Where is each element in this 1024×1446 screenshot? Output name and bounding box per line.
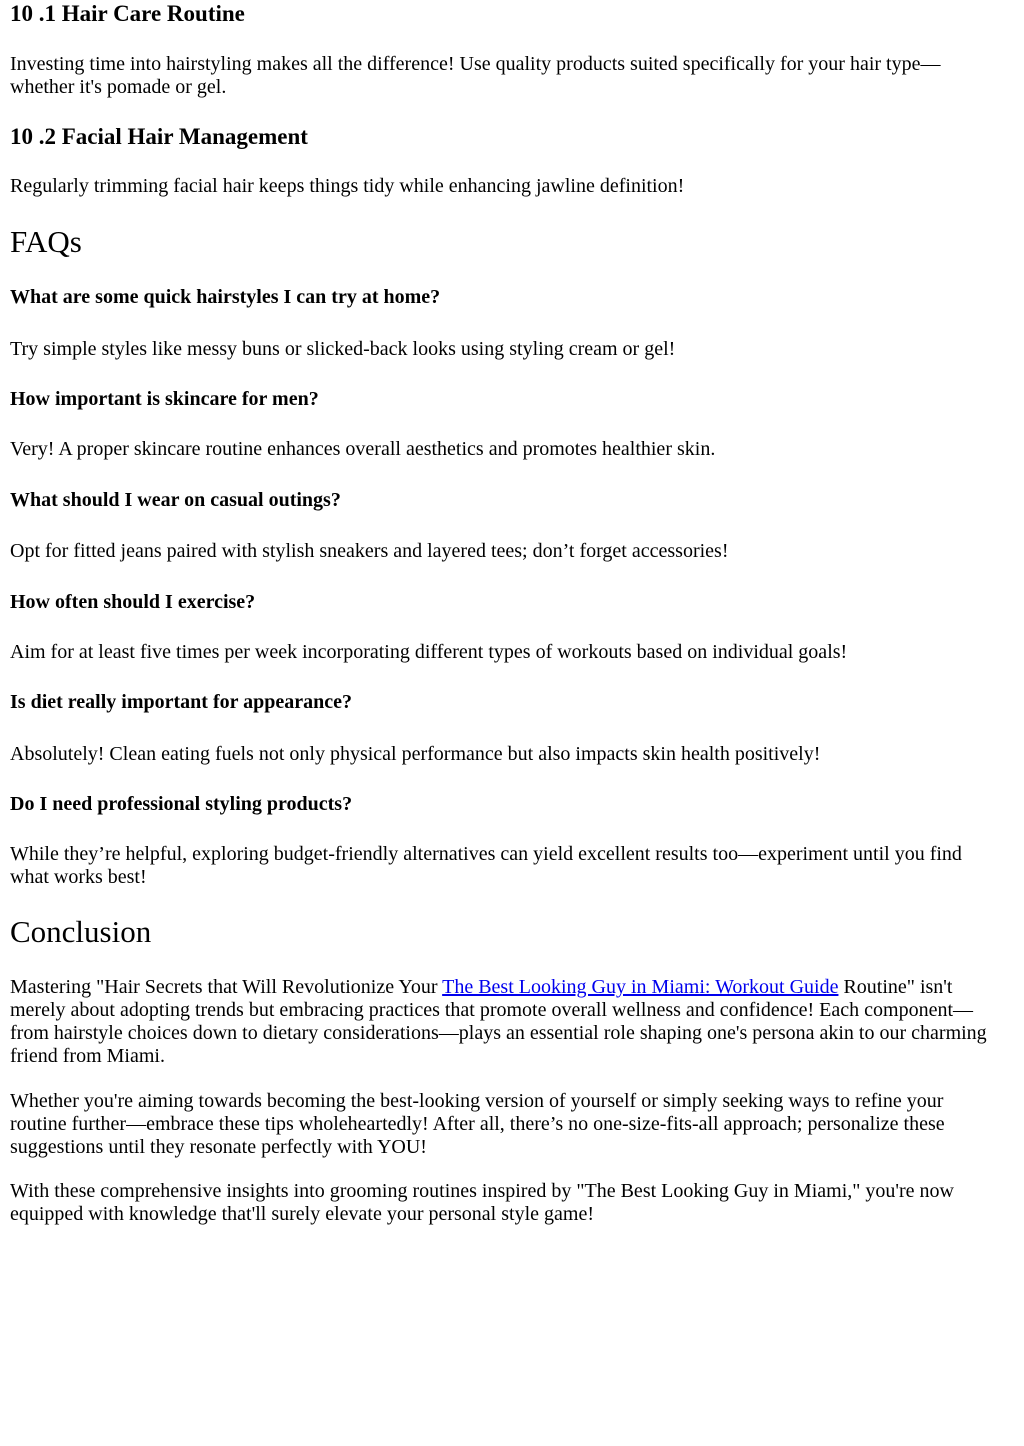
faq-question: Do I need professional styling products? [10, 793, 353, 815]
faq-answer: Very! A proper skincare routine enhances overall aesthetics and promotes healthier skin. [10, 438, 716, 460]
conclusion-heading: Conclusion [10, 914, 152, 949]
faq-answer: Aim for at least five times per week incorporating different types of workouts based on individual goals! [10, 641, 848, 663]
faq-question: What are some quick hairstyles I can try at home? [10, 286, 441, 308]
faq-answer: Try simple styles like messy buns or slicked-back looks using styling cream or gel! [10, 338, 676, 360]
conclusion-text-before-link: Mastering "Hair Secrets that Will Revolutionize Your [10, 976, 443, 998]
faq-question: How often should I exercise? [10, 591, 256, 613]
facial-hair-heading: 10 .2 Facial Hair Management [10, 124, 308, 149]
conclusion-paragraph-1 [10, 976, 1010, 1068]
conclusion-paragraph-3: With these comprehensive insights into grooming routines inspired by "The Best Looking Guy in Miami," you're now equipped with knowledge that'll surely elevate your personal style game! [10, 1180, 955, 1225]
hair-care-heading: 10 .1 Hair Care Routine [10, 1, 245, 26]
faq-question: Is diet really important for appearance? [10, 691, 353, 713]
faq-question: What should I wear on casual outings? [10, 489, 341, 511]
workout-guide-link[interactable]: The Best Looking Guy in Miami: Workout Guide [442, 976, 839, 998]
faq-answer: Absolutely! Clean eating fuels not only physical performance but also impacts skin health positively! [10, 743, 821, 765]
facial-hair-paragraph: Regularly trimming facial hair keeps things tidy while enhancing jawline definition! [10, 175, 685, 197]
conclusion-text-after-link: Routine" isn't merely about adopting trends but embracing practices that promote overall wellness and confidence! Each component—from hairstyle choices down to dietary considerations—plays an essential role shaping one's persona akin to our charming friend from Miami. [10, 976, 987, 1067]
faq-answer: While they’re helpful, exploring budget-friendly alternatives can yield excellent results too—experiment until you find what works best! [10, 843, 962, 888]
faq-question: How important is skincare for men? [10, 388, 319, 410]
hair-care-paragraph: Investing time into hairstyling makes all the difference! Use quality products suited specifically for your hair type—whether it's pomade or gel. [10, 53, 941, 98]
faqs-heading: FAQs [10, 224, 82, 259]
faq-answer: Opt for fitted jeans paired with stylish sneakers and layered tees; don’t forget accessories! [10, 540, 729, 562]
conclusion-paragraph-2: Whether you're aiming towards becoming the best-looking version of yourself or simply seeking ways to refine your routine further—embrace these tips wholeheartedly! After all, there’s no one-size-fits-all approach; personalize these suggestions until they resonate perfectly with YOU! [10, 1090, 945, 1158]
